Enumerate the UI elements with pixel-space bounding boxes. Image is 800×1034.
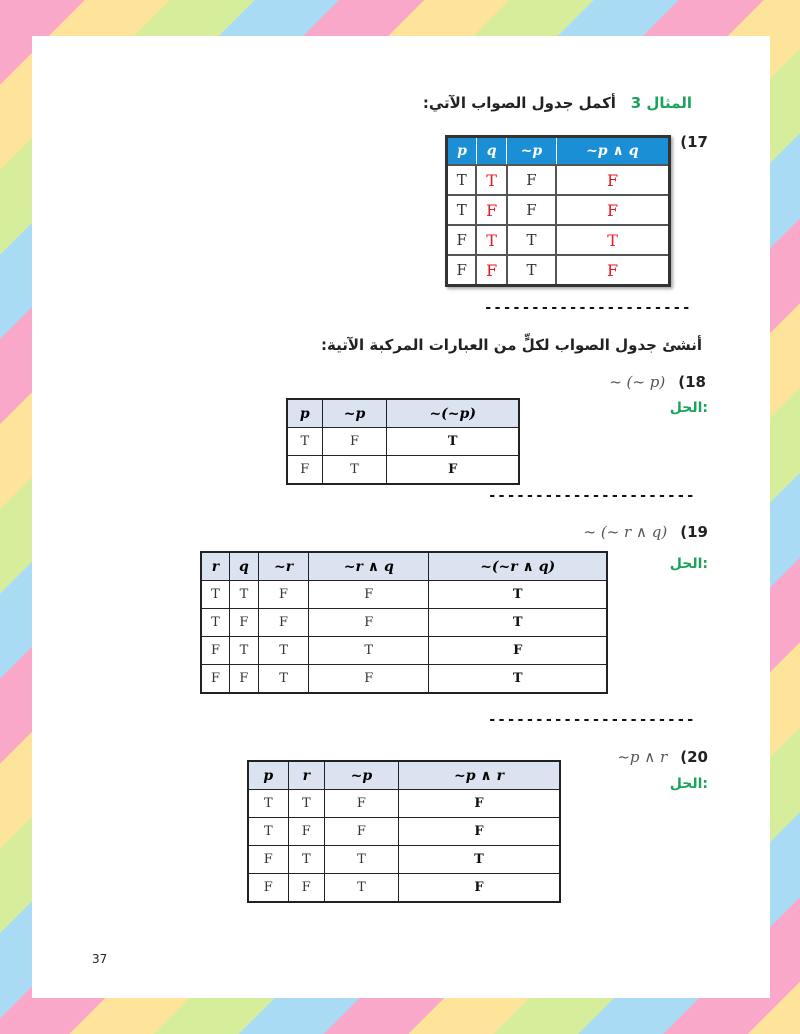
page-number: 37 — [92, 952, 108, 966]
q19-header-cell: r — [201, 552, 229, 581]
table-cell: F — [556, 195, 669, 225]
table-cell: F — [309, 665, 429, 694]
q18-truth-table — [286, 398, 520, 485]
table-cell: T — [447, 165, 477, 195]
q18-header-cell: ~p — [322, 399, 387, 428]
table-row — [201, 581, 607, 609]
q17-number: (17 — [680, 133, 708, 151]
table-cell: T — [229, 637, 258, 665]
table-cell: T — [288, 790, 324, 818]
q20-expression: ~p ∧ r — [617, 748, 668, 766]
q17-header-cell: ~p ∧ q — [556, 137, 669, 166]
table-cell: F — [288, 874, 324, 903]
table-cell: T — [287, 428, 322, 456]
table-cell: F — [398, 818, 560, 846]
table-cell: F — [429, 637, 607, 665]
table-cell: F — [288, 818, 324, 846]
table-cell: F — [201, 637, 229, 665]
table-row — [201, 637, 607, 665]
table-cell: T — [322, 456, 387, 485]
table-cell: F — [398, 790, 560, 818]
table-cell: T — [258, 637, 308, 665]
table-row — [287, 456, 519, 485]
q18-solution-label: الحل: — [669, 400, 708, 416]
table-row — [447, 255, 670, 286]
table-cell: T — [507, 255, 556, 286]
table-cell: T — [398, 846, 560, 874]
table-cell: T — [309, 637, 429, 665]
table-cell: F — [258, 609, 308, 637]
table-row — [248, 790, 560, 818]
q18-header-cell: p — [287, 399, 322, 428]
q18-label — [609, 372, 706, 391]
table-cell: T — [324, 846, 398, 874]
table-cell: T — [201, 581, 229, 609]
table-row — [447, 195, 670, 225]
table-cell: F — [201, 665, 229, 694]
section-heading: أنشئ جدول الصواب لكلٍّ من العبارات المركبة الآتية: — [321, 336, 702, 354]
q19-label — [584, 522, 709, 541]
q20-header-cell: r — [288, 761, 324, 790]
separator: ---------------------- — [488, 488, 696, 504]
table-row — [447, 225, 670, 255]
table-cell: T — [507, 225, 556, 255]
q20-solution-label: الحل: — [669, 776, 708, 792]
table-cell: T — [476, 165, 506, 195]
table-cell: T — [387, 428, 519, 456]
table-cell: T — [556, 225, 669, 255]
table-row — [248, 874, 560, 903]
table-cell: F — [324, 818, 398, 846]
q18-expression: ~ (~ p) — [609, 373, 666, 391]
table-cell: T — [229, 581, 258, 609]
q19-header-cell: ~r ∧ q — [309, 552, 429, 581]
q20-number: (20 — [680, 748, 708, 766]
example-label: المثال 3 — [630, 94, 692, 112]
q19-header-cell: q — [229, 552, 258, 581]
table-row — [201, 609, 607, 637]
q17-truth-table — [445, 135, 671, 287]
example-header — [423, 94, 692, 112]
q20-header-cell: p — [248, 761, 288, 790]
table-cell: F — [324, 790, 398, 818]
q18-header-cell: ~(~p) — [387, 399, 519, 428]
separator: ---------------------- — [484, 300, 692, 316]
example-instruction: أكمل جدول الصواب الآتي: — [422, 94, 616, 112]
table-cell: F — [287, 456, 322, 485]
table-cell: F — [507, 195, 556, 225]
table-cell: F — [309, 609, 429, 637]
worksheet-page — [32, 36, 770, 998]
q18-number: (18 — [678, 373, 706, 391]
table-cell: T — [324, 874, 398, 903]
q19-truth-table — [200, 551, 608, 694]
table-cell: T — [476, 225, 506, 255]
q19-expression: ~ (~ r ∧ q) — [583, 523, 668, 541]
table-cell: F — [248, 846, 288, 874]
table-cell: F — [507, 165, 556, 195]
table-cell: F — [309, 581, 429, 609]
table-row — [248, 818, 560, 846]
table-cell: T — [248, 818, 288, 846]
table-cell: F — [556, 165, 669, 195]
table-row — [201, 665, 607, 694]
table-cell: T — [429, 665, 607, 694]
table-cell: F — [387, 456, 519, 485]
q17-header-cell: q — [476, 137, 506, 166]
q17-header-cell: ~p — [507, 137, 556, 166]
table-cell: T — [447, 195, 477, 225]
q19-header-cell: ~(~r ∧ q) — [429, 552, 607, 581]
q20-header-cell: ~p ∧ r — [398, 761, 560, 790]
table-row — [248, 846, 560, 874]
q19-number: (19 — [680, 523, 708, 541]
table-cell: T — [248, 790, 288, 818]
q20-label — [617, 747, 708, 766]
table-cell: F — [229, 609, 258, 637]
q20-truth-table — [247, 760, 561, 903]
table-cell: F — [229, 665, 258, 694]
table-cell: F — [476, 255, 506, 286]
table-row — [287, 428, 519, 456]
table-cell: F — [447, 225, 477, 255]
table-cell: T — [429, 581, 607, 609]
table-cell: T — [258, 665, 308, 694]
table-cell: T — [201, 609, 229, 637]
q19-header-cell: ~r — [258, 552, 308, 581]
table-cell: F — [248, 874, 288, 903]
table-cell: T — [288, 846, 324, 874]
table-cell: F — [258, 581, 308, 609]
table-cell: F — [476, 195, 506, 225]
table-cell: F — [447, 255, 477, 286]
table-cell: F — [556, 255, 669, 286]
table-cell: F — [322, 428, 387, 456]
table-row — [447, 165, 670, 195]
q20-header-cell: ~p — [324, 761, 398, 790]
q19-solution-label: الحل: — [669, 556, 708, 572]
separator: ---------------------- — [488, 712, 696, 728]
table-cell: T — [429, 609, 607, 637]
table-cell: F — [398, 874, 560, 903]
q17-header-cell: p — [447, 137, 477, 166]
